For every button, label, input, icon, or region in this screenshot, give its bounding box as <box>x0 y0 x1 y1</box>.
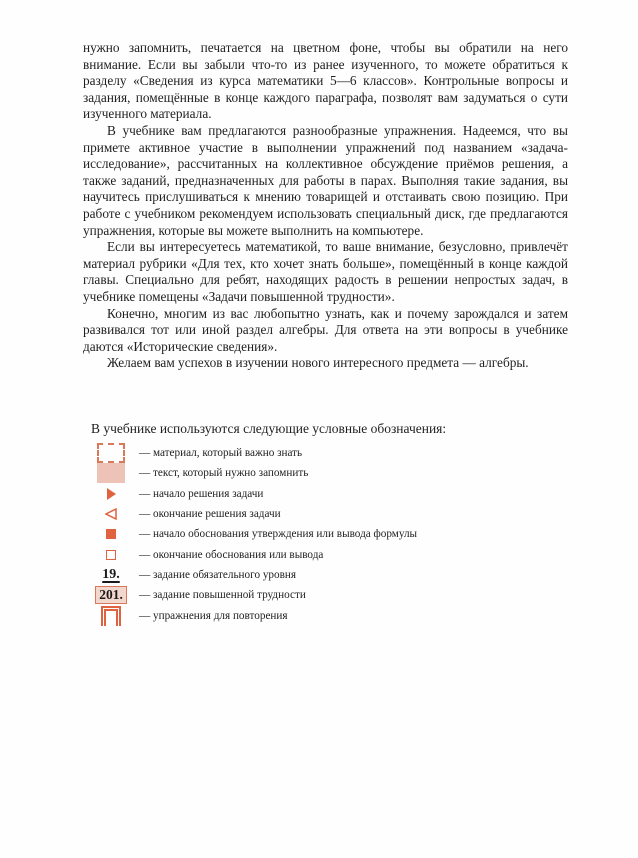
legend-item-text: — материал, который важно знать <box>139 447 303 460</box>
legend-item-text: — начало обоснования утверждения или вывода формулы <box>139 528 418 541</box>
paragraph-2: В учебнике вам предлагаются разнообразные упражнения. Надеемся, что вы примете активное участие в выполнении упражнений под названием «задача-исследование», рассчитанных на коллективное обсуждение приёмов решения, а также заданий, предназначенных для работы в парах. Выполняя такие задания, вы научитесь прислушиваться к мнению товарищей и отстаивать свою позицию. При работе с учебником рекомендуем использовать специальный диск, где предлагаются упражнения, которые вы можете выполнить на компьютере. <box>83 122 568 238</box>
paragraph-5: Желаем вам успехов в изучении нового интересного предмета — алгебры. <box>107 355 529 371</box>
legend-item-text: — окончание решения задачи <box>139 508 281 521</box>
legend-item-text: — задание повышенной трудности <box>139 589 306 602</box>
legend-item-text: — задание обязательного уровня <box>139 568 297 581</box>
legend-item <box>91 524 571 544</box>
advanced-task-number: 201. <box>95 586 127 604</box>
legend-item <box>91 463 571 483</box>
legend-item <box>91 443 571 463</box>
legend-item <box>91 544 571 564</box>
intro-text <box>83 40 568 372</box>
shaded-box-icon <box>97 463 125 483</box>
paragraph-4: Конечно, многим из вас любопытно узнать, как и почему зарождался и затем развивался тот или иной раздел алгебры. Для ответа на эти вопросы в учебнике даются «Исторические сведения». <box>83 305 568 354</box>
legend-item-text: — начало решения задачи <box>139 487 264 500</box>
mandatory-task-number: 19. <box>102 566 120 582</box>
repetition-p-icon <box>101 606 121 626</box>
proof-start-square-icon <box>106 529 116 539</box>
legend-item-text: — упражнения для повторения <box>139 609 288 622</box>
legend-item-text: — окончание обоснования или вывода <box>139 548 324 561</box>
symbols-legend <box>91 421 571 626</box>
paragraph-3: Если вы интересуетесь математикой, то ваше внимание, безусловно, привлечёт материал рубрики «Для тех, кто хочет знать больше», помещённый в конце каждой главы. Специально для ребят, находящих радость в решении непростых задач, в учебнике помещены «Задачи повышенной трудности». <box>83 239 568 304</box>
dashed-frame-icon <box>97 443 125 463</box>
solution-end-triangle-icon <box>105 508 117 520</box>
paragraph-1: нужно запомнить, печатается на цветном фоне, чтобы вы обратили на него внимание. Если вы забыли что-то из ранее изученного, то можете обратиться к разделу «Сведения из курса математики 5—6 классов». Контрольные вопросы и задания, помещённые в конце каждого параграфа, позволят вам задуматься о сути изученного материала. <box>83 40 568 122</box>
legend-item <box>91 585 571 605</box>
legend-item <box>91 605 571 625</box>
legend-item <box>91 565 571 585</box>
legend-item <box>91 504 571 524</box>
legend-item-text: — текст, который нужно запомнить <box>139 467 309 480</box>
proof-end-square-icon <box>106 550 116 560</box>
solution-start-triangle-icon <box>107 488 116 500</box>
legend-item <box>91 484 571 504</box>
legend-heading: В учебнике используются следующие условные обозначения: <box>91 421 447 436</box>
